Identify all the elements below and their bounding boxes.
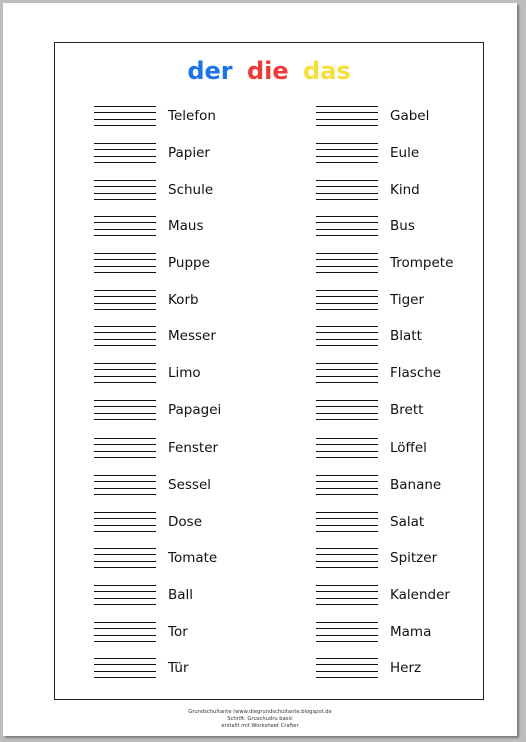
right-word-row: [316, 621, 431, 643]
writing-line: [94, 345, 156, 346]
article-writing-lines[interactable]: [94, 475, 156, 495]
noun-word: Papagei: [168, 402, 222, 418]
noun-word: Messer: [168, 328, 216, 344]
writing-line: [316, 382, 378, 383]
noun-word: Kalender: [390, 587, 450, 603]
article-writing-lines[interactable]: [94, 180, 156, 200]
left-word-row: [94, 399, 221, 421]
left-word-row: [94, 511, 202, 533]
writing-line: [316, 180, 378, 181]
noun-word: Schule: [168, 182, 214, 198]
writing-line: [94, 149, 156, 150]
writing-line: [94, 525, 156, 526]
right-word-row: [316, 657, 421, 679]
writing-line: [94, 303, 156, 304]
writing-line: [94, 591, 156, 592]
writing-line: [316, 413, 378, 414]
writing-line: [316, 671, 378, 672]
right-word-row: [316, 142, 419, 164]
writing-line: [316, 591, 378, 592]
writing-line: [94, 444, 156, 445]
writing-line: [316, 125, 378, 126]
right-word-row: [316, 511, 424, 533]
writing-line: [94, 369, 156, 370]
writing-line: [94, 604, 156, 605]
left-word-row: [94, 437, 218, 459]
right-word-row: [316, 362, 441, 384]
writing-line: [94, 641, 156, 642]
left-word-row: [94, 657, 189, 679]
writing-line: [316, 622, 378, 623]
writing-line: [316, 438, 378, 439]
writing-line: [316, 222, 378, 223]
noun-word: Tor: [168, 624, 188, 640]
article-writing-lines[interactable]: [316, 622, 378, 642]
writing-line: [316, 259, 378, 260]
left-word-row: [94, 142, 210, 164]
writing-line: [316, 444, 378, 445]
noun-word: Papier: [168, 145, 210, 161]
writing-line: [94, 400, 156, 401]
writing-line: [316, 143, 378, 144]
left-word-row: [94, 362, 201, 384]
writing-line: [316, 512, 378, 513]
writing-line: [94, 554, 156, 555]
left-word-row: [94, 105, 216, 127]
footer-source: Grundschultante (www.diegrundschultante.blogspot.de: [188, 709, 332, 715]
writing-line: [94, 309, 156, 310]
noun-word: Kind: [390, 182, 420, 198]
writing-line: [316, 525, 378, 526]
article-writing-lines[interactable]: [316, 216, 378, 236]
writing-line: [94, 326, 156, 327]
noun-word: Ball: [168, 587, 194, 603]
writing-line: [94, 193, 156, 194]
article-writing-lines[interactable]: [316, 290, 378, 310]
writing-line: [94, 180, 156, 181]
noun-word: Mama: [390, 624, 432, 640]
article-writing-lines[interactable]: [94, 363, 156, 383]
left-word-row: [94, 179, 213, 201]
writing-line: [316, 658, 378, 659]
writing-line: [94, 112, 156, 113]
article-writing-lines[interactable]: [94, 216, 156, 236]
writing-line: [94, 512, 156, 513]
writing-line: [94, 451, 156, 452]
writing-line: [94, 531, 156, 532]
writing-line: [316, 376, 378, 377]
writing-line: [316, 419, 378, 420]
writing-line: [316, 494, 378, 495]
noun-word: Flasche: [390, 365, 442, 381]
article-writing-lines[interactable]: [94, 143, 156, 163]
writing-line: [316, 567, 378, 568]
writing-line: [94, 457, 156, 458]
writing-line: [94, 622, 156, 623]
writing-line: [94, 253, 156, 254]
noun-word: Fenster: [168, 440, 219, 456]
noun-word: Telefon: [168, 108, 216, 124]
writing-line: [94, 598, 156, 599]
writing-line: [94, 481, 156, 482]
writing-line: [316, 162, 378, 163]
noun-word: Löffel: [390, 440, 427, 456]
article-writing-lines[interactable]: [316, 548, 378, 568]
left-word-row: [94, 252, 210, 274]
noun-word: Tür: [168, 660, 189, 676]
writing-line: [94, 125, 156, 126]
writing-line: [94, 585, 156, 586]
writing-line: [94, 664, 156, 665]
writing-line: [94, 494, 156, 495]
writing-line: [316, 369, 378, 370]
writing-line: [94, 296, 156, 297]
right-word-row: [316, 105, 429, 127]
left-word-row: [94, 621, 188, 643]
writing-line: [316, 119, 378, 120]
article-writing-lines[interactable]: [94, 326, 156, 346]
writing-line: [316, 531, 378, 532]
writing-line: [94, 382, 156, 383]
writing-line: [316, 561, 378, 562]
noun-word: Maus: [168, 218, 204, 234]
right-word-row: [316, 547, 437, 569]
writing-line: [316, 309, 378, 310]
worksheet-border: [54, 42, 484, 700]
writing-line: [94, 363, 156, 364]
writing-line: [316, 235, 378, 236]
writing-line: [316, 253, 378, 254]
writing-line: [94, 199, 156, 200]
noun-word: Salat: [390, 514, 425, 530]
left-word-row: [94, 215, 204, 237]
writing-line: [94, 413, 156, 414]
noun-word: Korb: [168, 292, 199, 308]
writing-line: [94, 488, 156, 489]
article-writing-lines[interactable]: [316, 180, 378, 200]
writing-line: [94, 376, 156, 377]
article-writing-lines[interactable]: [316, 585, 378, 605]
article-writing-lines[interactable]: [94, 290, 156, 310]
noun-word: Gabel: [390, 108, 430, 124]
noun-word: Herz: [390, 660, 422, 676]
article-writing-lines[interactable]: [94, 658, 156, 678]
writing-line: [316, 585, 378, 586]
noun-word: Eule: [390, 145, 420, 161]
writing-line: [316, 488, 378, 489]
writing-line: [316, 156, 378, 157]
right-word-row: [316, 215, 415, 237]
writing-line: [94, 143, 156, 144]
writing-line: [94, 162, 156, 163]
noun-word: Sessel: [168, 477, 211, 493]
writing-line: [94, 671, 156, 672]
writing-line: [316, 186, 378, 187]
writing-line: [94, 259, 156, 260]
writing-line: [316, 303, 378, 304]
writing-line: [94, 548, 156, 549]
article-writing-lines[interactable]: [316, 438, 378, 458]
writing-line: [94, 235, 156, 236]
worksheet-page: [3, 3, 517, 736]
left-word-row: [94, 289, 199, 311]
writing-line: [316, 677, 378, 678]
right-word-row: [316, 437, 427, 459]
noun-word: Blatt: [390, 328, 422, 344]
writing-line: [94, 561, 156, 562]
writing-line: [316, 518, 378, 519]
writing-line: [316, 475, 378, 476]
noun-word: Trompete: [390, 255, 454, 271]
article-writing-lines[interactable]: [94, 512, 156, 532]
writing-line: [316, 363, 378, 364]
writing-line: [316, 326, 378, 327]
article-writing-lines[interactable]: [94, 106, 156, 126]
writing-line: [316, 272, 378, 273]
right-word-row: [316, 252, 453, 274]
article-writing-lines[interactable]: [94, 253, 156, 273]
article-writing-lines[interactable]: [316, 475, 378, 495]
writing-line: [316, 641, 378, 642]
noun-word: Tomate: [168, 550, 218, 566]
writing-line: [94, 106, 156, 107]
writing-line: [94, 518, 156, 519]
article-writing-lines[interactable]: [316, 658, 378, 678]
writing-line: [94, 339, 156, 340]
article-writing-lines[interactable]: [316, 512, 378, 532]
writing-line: [316, 548, 378, 549]
writing-line: [94, 419, 156, 420]
article-title: [55, 57, 483, 85]
writing-line: [316, 199, 378, 200]
writing-line: [94, 332, 156, 333]
right-word-row: [316, 325, 422, 347]
writing-line: [94, 635, 156, 636]
writing-line: [316, 193, 378, 194]
writing-line: [316, 345, 378, 346]
right-word-row: [316, 584, 450, 606]
writing-line: [316, 554, 378, 555]
noun-word: Limo: [168, 365, 201, 381]
noun-word: Brett: [390, 402, 424, 418]
article-writing-lines[interactable]: [94, 585, 156, 605]
writing-line: [94, 216, 156, 217]
noun-word: Puppe: [168, 255, 210, 271]
noun-word: Bus: [390, 218, 415, 234]
writing-line: [94, 186, 156, 187]
noun-word: Spitzer: [390, 550, 438, 566]
article-writing-lines[interactable]: [316, 106, 378, 126]
writing-line: [316, 400, 378, 401]
writing-line: [316, 604, 378, 605]
writing-line: [316, 481, 378, 482]
writing-line: [316, 628, 378, 629]
writing-line: [316, 290, 378, 291]
writing-line: [316, 451, 378, 452]
left-word-row: [94, 547, 217, 569]
writing-line: [316, 149, 378, 150]
title-das: das: [303, 57, 351, 85]
writing-line: [94, 567, 156, 568]
right-word-row: [316, 179, 420, 201]
writing-line: [316, 457, 378, 458]
writing-line: [316, 339, 378, 340]
writing-line: [316, 664, 378, 665]
article-writing-lines[interactable]: [316, 143, 378, 163]
footer-credits: [3, 709, 517, 730]
writing-line: [316, 266, 378, 267]
right-word-row: [316, 399, 423, 421]
writing-line: [94, 677, 156, 678]
left-word-row: [94, 325, 216, 347]
writing-line: [94, 406, 156, 407]
writing-line: [316, 332, 378, 333]
noun-word: Dose: [168, 514, 202, 530]
article-writing-lines[interactable]: [94, 400, 156, 420]
article-writing-lines[interactable]: [316, 326, 378, 346]
noun-word: Banane: [390, 477, 442, 493]
writing-line: [316, 106, 378, 107]
article-writing-lines[interactable]: [316, 253, 378, 273]
left-word-row: [94, 584, 193, 606]
article-writing-lines[interactable]: [316, 400, 378, 420]
footer-tool: erstellt mit Worksheet Crafter: [221, 723, 299, 729]
writing-line: [316, 229, 378, 230]
right-word-row: [316, 474, 441, 496]
writing-line: [94, 290, 156, 291]
article-writing-lines[interactable]: [94, 438, 156, 458]
writing-line: [316, 598, 378, 599]
noun-word: Tiger: [390, 292, 425, 308]
article-writing-lines[interactable]: [94, 622, 156, 642]
writing-line: [94, 222, 156, 223]
writing-line: [94, 628, 156, 629]
title-der: der: [187, 57, 233, 85]
left-word-row: [94, 474, 211, 496]
writing-line: [94, 475, 156, 476]
article-writing-lines[interactable]: [94, 548, 156, 568]
right-word-row: [316, 289, 424, 311]
writing-line: [94, 438, 156, 439]
article-writing-lines[interactable]: [316, 363, 378, 383]
writing-line: [94, 272, 156, 273]
footer-font: Schrift: Gruschudru basic: [227, 716, 293, 722]
writing-line: [316, 112, 378, 113]
writing-line: [316, 216, 378, 217]
writing-line: [94, 658, 156, 659]
writing-line: [94, 119, 156, 120]
writing-line: [316, 406, 378, 407]
title-die: die: [246, 57, 289, 85]
writing-line: [94, 229, 156, 230]
writing-line: [316, 296, 378, 297]
writing-line: [94, 156, 156, 157]
writing-line: [316, 635, 378, 636]
writing-line: [94, 266, 156, 267]
